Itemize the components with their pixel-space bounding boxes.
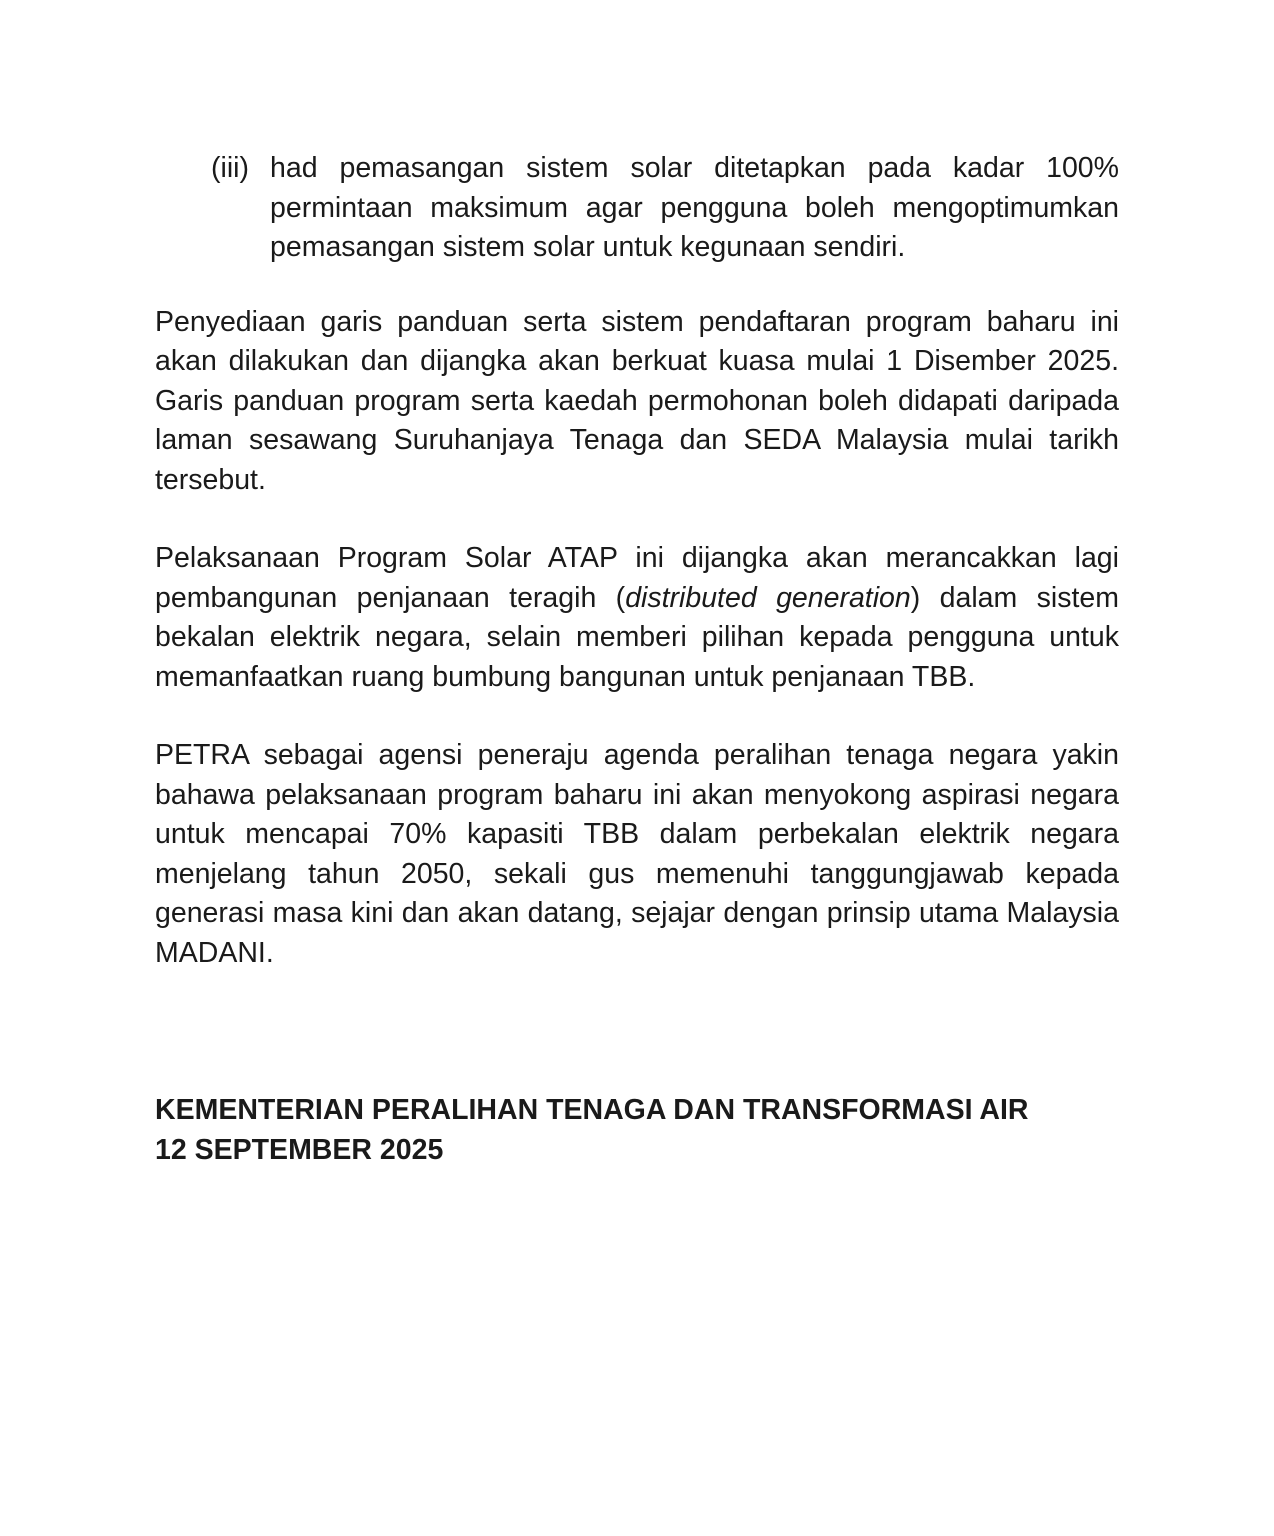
paragraph-solar-atap [155,539,1119,697]
paragraph-guidelines: Penyediaan garis panduan serta sistem pendaftaran program baharu ini akan dilakukan dan dijangka akan berkuat kuasa mulai 1 Disember 2025. Garis panduan program serta kaedah permohonan boleh didapati daripada laman sesawang Suruhanjaya Tenaga dan SEDA Malaysia mulai tarikh tersebut. [155,305,1119,496]
list-marker: (iii) [211,152,249,184]
document-page [155,149,1119,1170]
paragraph-solar-atap-text-1: Pelaksanaan Program Solar ATAP ini dijangka akan merancakkan lagi pembangunan penjanaan teragih ( [155,542,1119,614]
signature-date: 12 SEPTEMBER 2025 [155,1134,444,1166]
signature-ministry: KEMENTERIAN PERALIHAN TENAGA DAN TRANSFORMASI AIR [155,1094,1029,1126]
list-item-text: had pemasangan sistem solar ditetapkan pada kadar 100% permintaan maksimum agar pengguna boleh mengoptimumkan pemasangan sistem solar untuk kegunaan sendiri. [270,152,1119,263]
paragraph-petra: PETRA sebagai agensi peneraju agenda peralihan tenaga negara yakin bahawa pelaksanaan program baharu ini akan menyokong aspirasi negara untuk mencapai 70% kapasiti TBB dalam perbekalan elektrik negara menjelang tahun 2050, sekali gus memenuhi tanggungjawab kepada generasi masa kini dan akan datang, sejajar dengan prinsip utama Malaysia MADANI. [155,739,1119,969]
list-item-iii [211,149,1119,268]
paragraph-solar-atap-text-2: ) dalam sistem bekalan elektrik negara, selain memberi pilihan kepada pengguna untuk memanfaatkan ruang bumbung bangunan untuk penjanaan TBB. [155,581,1119,693]
paragraph-solar-atap-italic: distributed generation [625,581,911,614]
